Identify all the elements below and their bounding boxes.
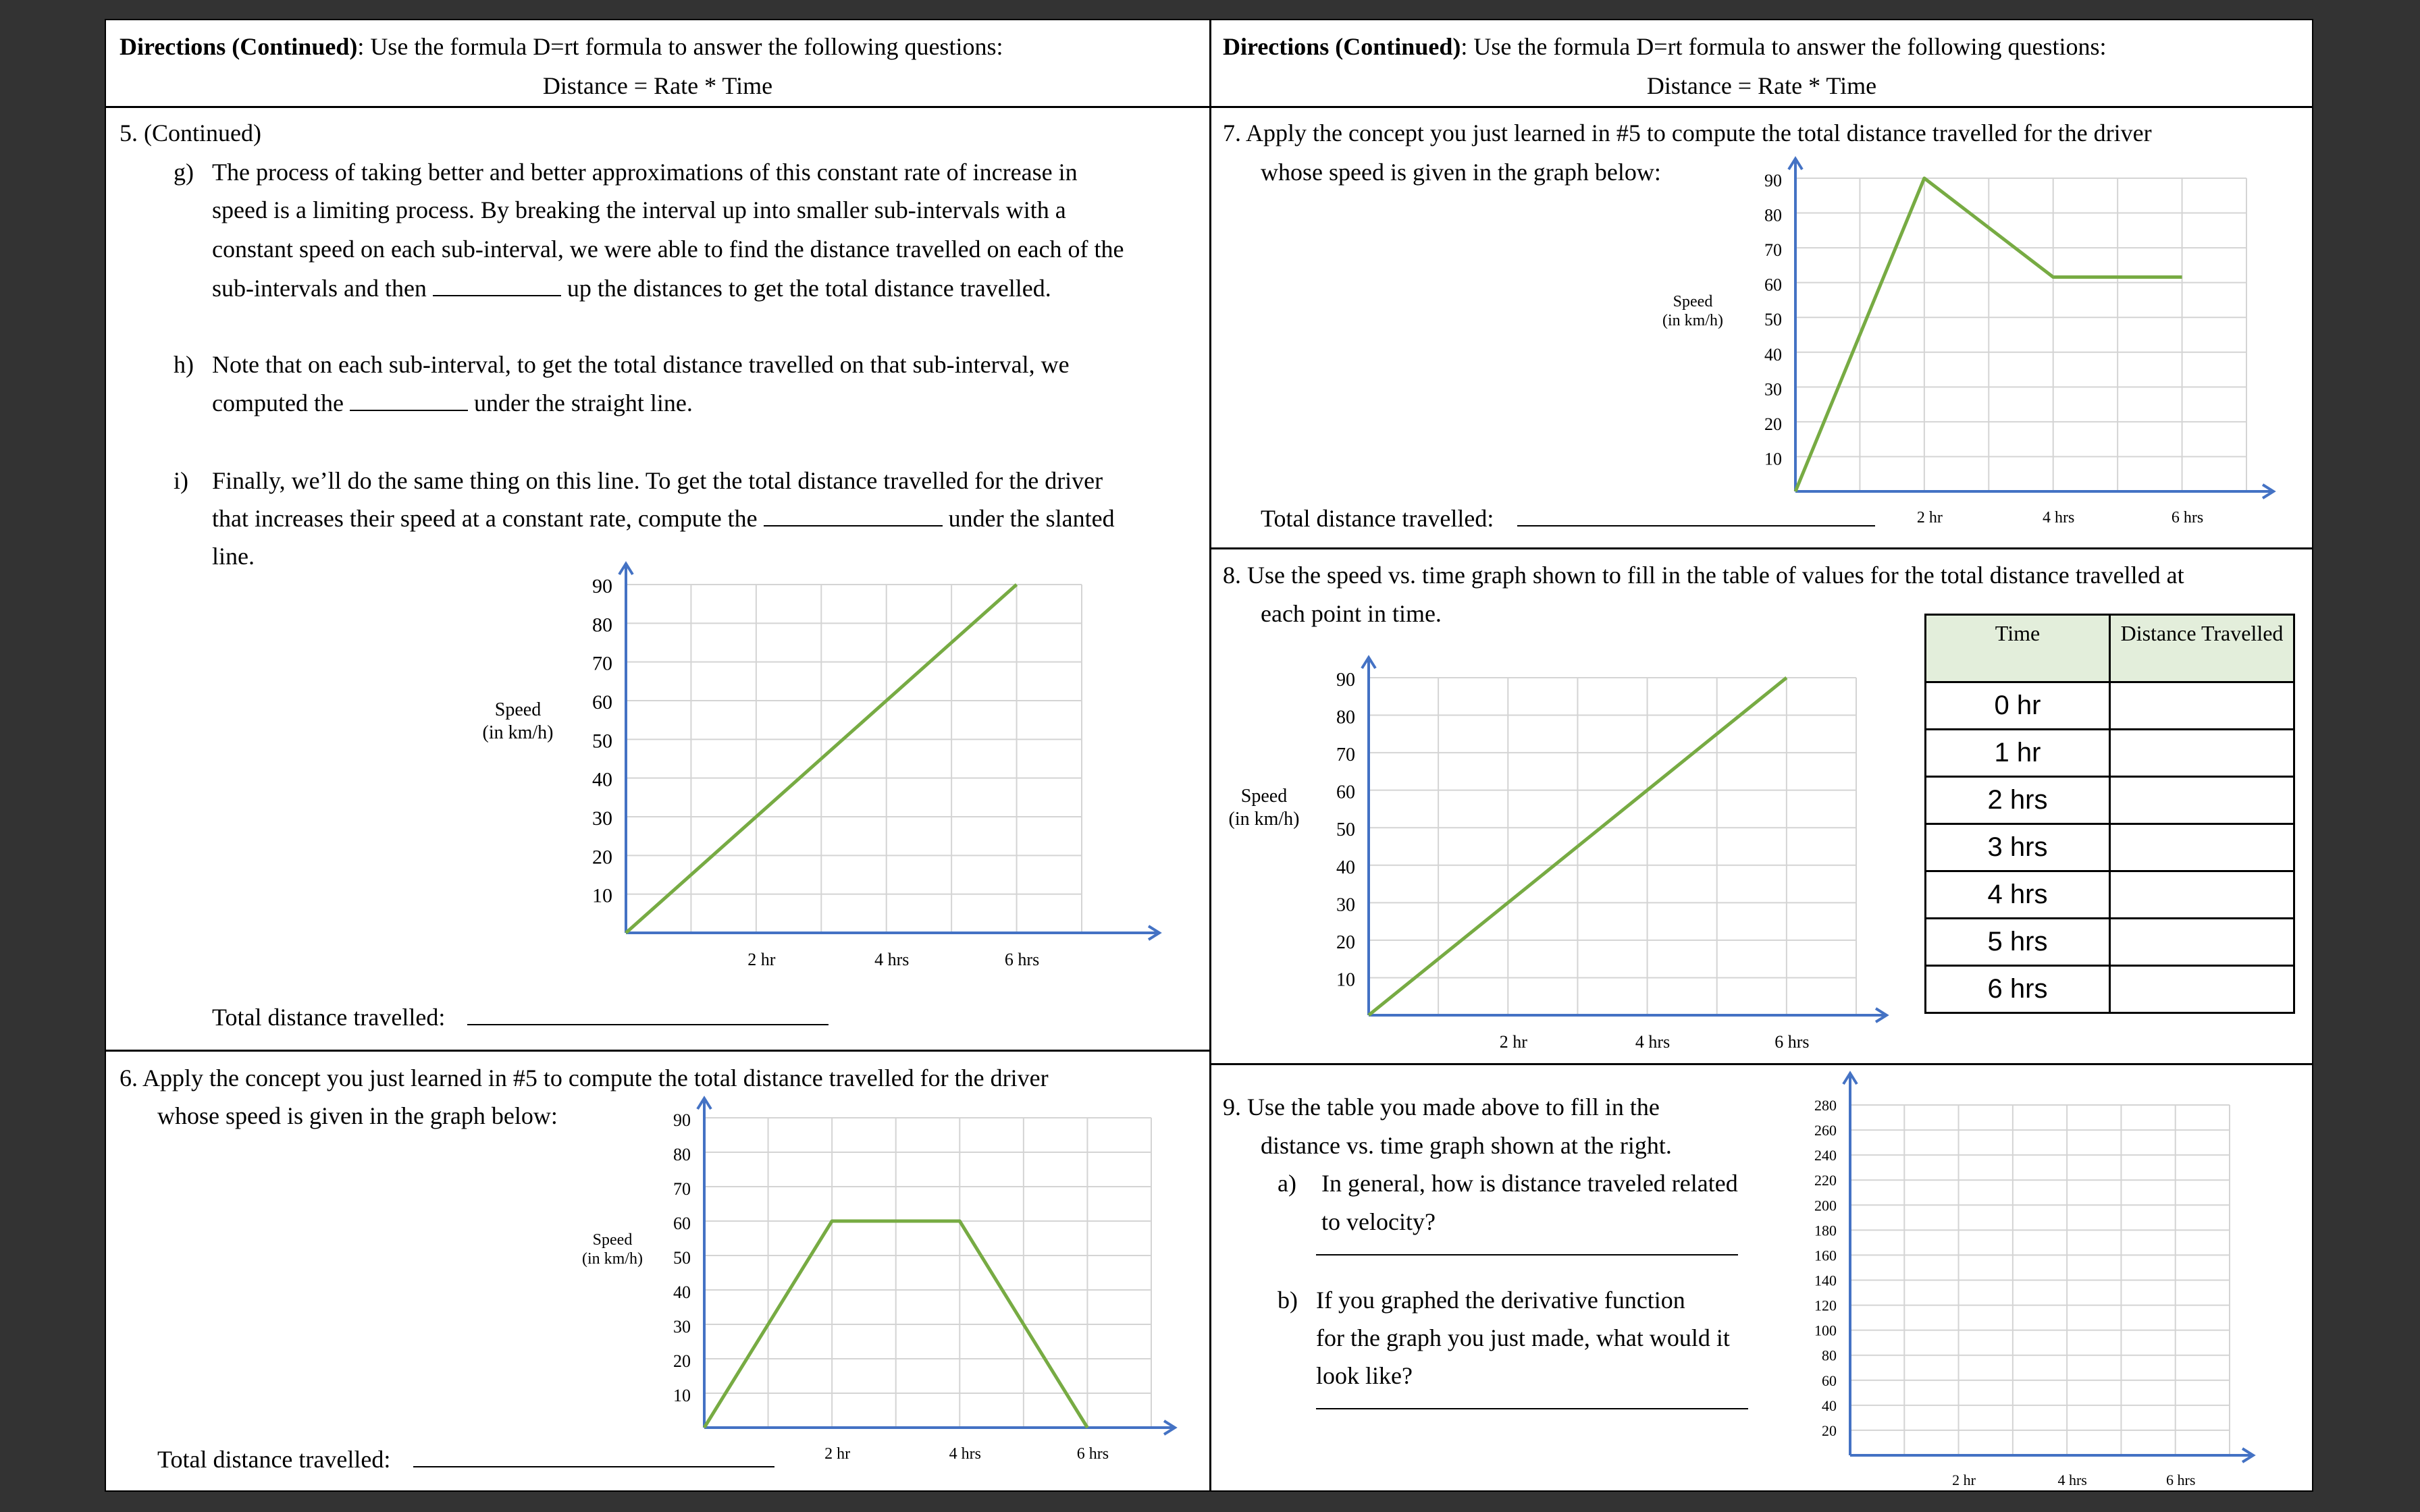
table-row-time: 2 hrs bbox=[1926, 777, 2110, 824]
q9-line1: 9. Use the table you made above to fill in the bbox=[1223, 1094, 1660, 1120]
q8-y-tick-label: 80 bbox=[1336, 707, 1355, 728]
q5-total-label: Total distance travelled: bbox=[212, 1004, 446, 1031]
q9-a-marker: a) bbox=[1278, 1170, 1296, 1197]
q6-y-tick-label: 20 bbox=[673, 1351, 691, 1371]
q9-y-tick-label: 120 bbox=[1814, 1297, 1837, 1314]
q5-i-line2-pre: that increases their speed at a constant rate, compute the bbox=[212, 505, 758, 532]
q5-y-tick-label: 20 bbox=[592, 846, 612, 869]
q7-y-tick-label: 10 bbox=[1764, 449, 1782, 469]
q7-y-label-line2: (in km/h) bbox=[1662, 312, 1723, 329]
header-right-bold: Directions (Continued) bbox=[1223, 33, 1461, 60]
q8-y-tick-label: 30 bbox=[1336, 894, 1355, 916]
q5-title: 5. (Continued) bbox=[120, 119, 261, 146]
table-row-time: 6 hrs bbox=[1926, 966, 2110, 1013]
q5-g-line4-post: up the distances to get the total distance travelled. bbox=[567, 275, 1051, 302]
q9-y-tick-label: 260 bbox=[1814, 1122, 1837, 1139]
q6-y-tick-label: 30 bbox=[673, 1317, 691, 1336]
header-left-text: : Use the formula D=rt formula to answer the following questions: bbox=[357, 33, 1003, 60]
q5-h-line2-post: under the straight line. bbox=[473, 389, 693, 416]
q9-a-line2: to velocity? bbox=[1321, 1208, 1436, 1235]
q9-line2: distance vs. time graph shown at the right. bbox=[1261, 1132, 1672, 1159]
q6-y-tick-label: 50 bbox=[673, 1248, 691, 1268]
q9-y-tick-label: 100 bbox=[1814, 1322, 1837, 1339]
q8-y-tick-label: 90 bbox=[1336, 670, 1355, 691]
q6-y-tick-label: 60 bbox=[673, 1214, 691, 1233]
q5-g-marker: g) bbox=[174, 159, 194, 186]
header-right-text: : Use the formula D=rt formula to answer the following questions: bbox=[1461, 33, 2107, 60]
q7-y-tick-label: 20 bbox=[1764, 414, 1782, 434]
q5-x-tick-label: 2 hr bbox=[747, 950, 776, 969]
q9-y-tick-label: 20 bbox=[1822, 1422, 1837, 1439]
q8-x-tick-label: 4 hrs bbox=[1635, 1032, 1671, 1052]
q7-y-tick-label: 60 bbox=[1764, 275, 1782, 295]
q6-y-tick-label: 90 bbox=[673, 1110, 691, 1130]
table-row-time: 5 hrs bbox=[1926, 919, 2110, 966]
q7-x-tick-label: 4 hrs bbox=[2043, 509, 2075, 526]
q5-h-line1: Note that on each sub-interval, to get the total distance travelled on that sub-interval, we bbox=[212, 351, 1070, 378]
q9-y-tick-label: 60 bbox=[1822, 1372, 1837, 1389]
q8-y-tick-label: 10 bbox=[1336, 969, 1355, 991]
table-row-time: 1 hr bbox=[1926, 730, 2110, 777]
q9-y-tick-label: 280 bbox=[1814, 1097, 1837, 1114]
q6-x-tick-label: 4 hrs bbox=[949, 1445, 981, 1463]
q9-y-tick-label: 40 bbox=[1822, 1397, 1837, 1414]
q6-y-tick-label: 70 bbox=[673, 1179, 691, 1199]
q7-y-tick-label: 70 bbox=[1764, 240, 1782, 261]
table-row-time: 4 hrs bbox=[1926, 871, 2110, 919]
q7-y-tick-label: 50 bbox=[1764, 310, 1782, 330]
q8-x-tick-label: 2 hr bbox=[1499, 1032, 1527, 1052]
q9-b-line3: look like? bbox=[1316, 1362, 1413, 1389]
q7-y-tick-label: 90 bbox=[1764, 171, 1782, 190]
q7-y-tick-label: 30 bbox=[1764, 379, 1782, 400]
q5-i-line2-post: under the slanted bbox=[948, 505, 1115, 532]
q9-b-line1: If you graphed the derivative function bbox=[1316, 1287, 1685, 1314]
q5-y-tick-label: 60 bbox=[592, 691, 612, 713]
q8-y-tick-label: 20 bbox=[1336, 932, 1355, 953]
q6-y-tick-label: 40 bbox=[673, 1282, 691, 1302]
table-header-distance: Distance Travelled bbox=[2110, 615, 2294, 682]
q8-line1: 8. Use the speed vs. time graph shown to fill in the table of values for the total distance travelled at bbox=[1223, 562, 2184, 589]
q7-y-label-line1: Speed bbox=[1673, 293, 1713, 310]
table-header-time: Time bbox=[1926, 615, 2110, 682]
q6-line1: 6. Apply the concept you just learned in #5 to compute the total distance travelled for the driver bbox=[120, 1064, 1049, 1091]
q9-y-tick-label: 160 bbox=[1814, 1247, 1837, 1264]
q9-y-tick-label: 180 bbox=[1814, 1222, 1837, 1239]
q5-x-tick-label: 6 hrs bbox=[1004, 950, 1040, 969]
q5-g-line3: constant speed on each sub-interval, we were able to find the distance travelled on each of the bbox=[212, 236, 1124, 263]
q5-g-line4-pre: sub-intervals and then bbox=[212, 275, 427, 302]
q6-y-tick-label: 10 bbox=[673, 1386, 691, 1405]
q7-x-tick-label: 2 hr bbox=[1916, 509, 1943, 526]
worksheet-page bbox=[105, 19, 2313, 1492]
q5-x-tick-label: 4 hrs bbox=[874, 950, 910, 969]
q6-x-tick-label: 2 hr bbox=[824, 1445, 851, 1463]
header-left-bold: Directions (Continued) bbox=[120, 33, 358, 60]
q5-g-line2: speed is a limiting process. By breaking the interval up into smaller sub-intervals with a bbox=[212, 196, 1066, 223]
q9-x-tick-label: 6 hrs bbox=[2166, 1472, 2196, 1488]
q7-line2: whose speed is given in the graph below: bbox=[1261, 159, 1661, 186]
q6-y-label-line2: (in km/h) bbox=[582, 1250, 643, 1268]
q8-y-tick-label: 60 bbox=[1336, 782, 1355, 803]
q8-y-label-line1: Speed bbox=[1240, 786, 1288, 807]
q5-h-marker: h) bbox=[174, 351, 194, 378]
table-row-time: 3 hrs bbox=[1926, 824, 2110, 871]
q6-x-tick-label: 6 hrs bbox=[1076, 1445, 1109, 1463]
q9-b-marker: b) bbox=[1278, 1287, 1298, 1314]
q8-y-tick-label: 40 bbox=[1336, 857, 1355, 878]
q7-line1: 7. Apply the concept you just learned in #5 to compute the total distance travelled for the driver bbox=[1223, 119, 2152, 146]
q9-y-tick-label: 80 bbox=[1822, 1347, 1837, 1364]
header-left-formula: Distance = Rate * Time bbox=[542, 72, 773, 99]
q5-y-label-line2: (in km/h) bbox=[482, 722, 554, 743]
q5-g-line1: The process of taking better and better approximations of this constant rate of increase in bbox=[212, 159, 1078, 186]
q5-y-tick-label: 80 bbox=[592, 614, 612, 637]
charts-layer bbox=[106, 20, 2312, 1490]
q9-y-tick-label: 220 bbox=[1814, 1172, 1837, 1189]
q7-y-tick-label: 40 bbox=[1764, 344, 1782, 364]
q5-i-line3: line. bbox=[212, 543, 255, 570]
q5-y-label-line1: Speed bbox=[494, 699, 542, 720]
q6-y-label-line1: Speed bbox=[592, 1231, 633, 1249]
header-right-formula: Distance = Rate * Time bbox=[1646, 72, 1877, 99]
q5-y-tick-label: 30 bbox=[592, 807, 612, 830]
table-row-time: 0 hr bbox=[1926, 682, 2110, 730]
q5-y-tick-label: 10 bbox=[592, 884, 612, 907]
q9-x-tick-label: 4 hrs bbox=[2057, 1472, 2087, 1488]
q8-y-label-line2: (in km/h) bbox=[1228, 809, 1300, 830]
q5-y-tick-label: 50 bbox=[592, 730, 612, 753]
q5-h-line2-pre: computed the bbox=[212, 389, 344, 416]
q9-y-tick-label: 240 bbox=[1814, 1147, 1837, 1164]
q9-y-tick-label: 140 bbox=[1814, 1272, 1837, 1289]
q8-y-tick-label: 50 bbox=[1336, 819, 1355, 841]
q5-i-line1: Finally, we’ll do the same thing on this line. To get the total distance travelled for the driver bbox=[212, 467, 1103, 494]
q6-line2: whose speed is given in the graph below: bbox=[157, 1102, 558, 1129]
q7-total-label: Total distance travelled: bbox=[1261, 505, 1494, 532]
q5-y-tick-label: 90 bbox=[592, 575, 612, 597]
q7-y-tick-label: 80 bbox=[1764, 205, 1782, 225]
q7-x-tick-label: 6 hrs bbox=[2171, 509, 2204, 526]
q9-b-line2: for the graph you just made, what would it bbox=[1316, 1324, 1730, 1351]
q5-i-marker: i) bbox=[174, 467, 188, 494]
q9-x-tick-label: 2 hr bbox=[1952, 1472, 1976, 1488]
q9-y-tick-label: 200 bbox=[1814, 1197, 1837, 1214]
q8-x-tick-label: 6 hrs bbox=[1774, 1032, 1810, 1052]
q5-y-tick-label: 40 bbox=[592, 768, 612, 791]
q5-y-tick-label: 70 bbox=[592, 652, 612, 675]
q9-a-line1: In general, how is distance traveled related bbox=[1321, 1170, 1738, 1197]
q8-line2: each point in time. bbox=[1261, 600, 1442, 627]
q6-total-label: Total distance travelled: bbox=[157, 1446, 391, 1473]
q6-y-tick-label: 80 bbox=[673, 1145, 691, 1164]
q8-y-tick-label: 70 bbox=[1336, 745, 1355, 766]
